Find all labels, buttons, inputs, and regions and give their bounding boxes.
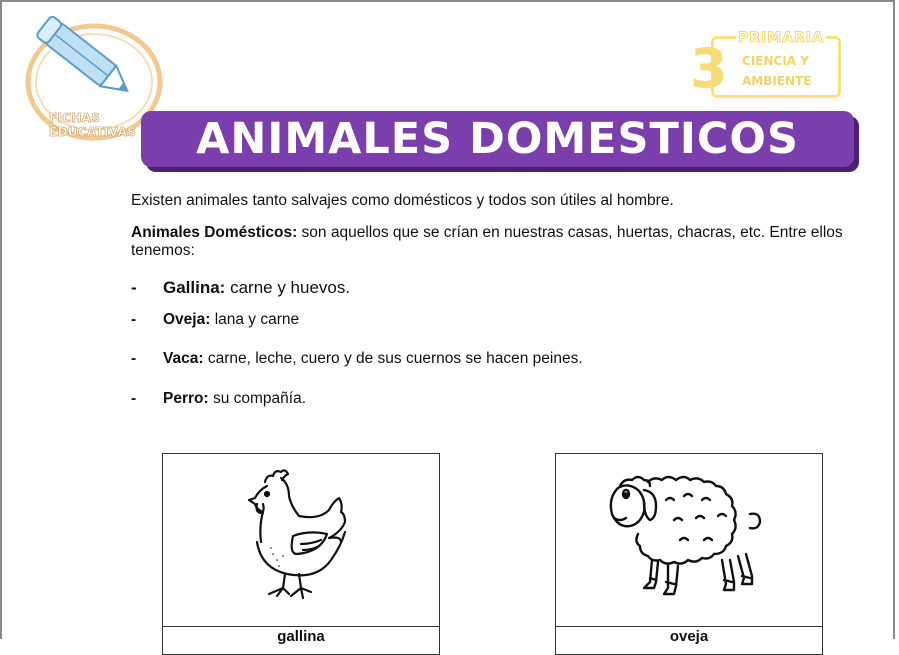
sheep-icon <box>604 460 774 610</box>
subject-line-1: CIENCIA Y <box>742 54 809 68</box>
subject-line-2: AMBIENTE <box>742 74 812 88</box>
definition-text: son aquellos que se crían en nuestras casas, huertas, chacras, etc. Entre ellos tenemos: <box>131 224 843 259</box>
animal-name: Vaca: <box>163 350 204 367</box>
animal-name: Gallina: <box>163 278 226 297</box>
list-bullet: - <box>131 278 137 297</box>
card-label: oveja <box>669 628 709 645</box>
grade-number: 3 <box>690 37 728 100</box>
list-bullet: - <box>131 390 137 407</box>
list-bullet: - <box>131 311 137 328</box>
card-divider <box>556 626 822 627</box>
level-label: PRIMARIA <box>738 30 824 46</box>
definition-paragraph <box>131 224 851 260</box>
logo-line-2: EDUCATIVAS <box>49 125 137 139</box>
intro-paragraph: Existen animales tanto salvajes como domésticos y todos son útiles al hombre. <box>131 192 674 209</box>
page-title: ANIMALES DOMESTICOS <box>196 114 799 164</box>
animal-use: carne y huevos. <box>225 278 351 297</box>
hen-icon <box>243 464 363 604</box>
title-banner <box>141 111 854 167</box>
list-bullet: - <box>131 350 137 367</box>
card-label: gallina <box>277 628 325 645</box>
definition-term: Animales Domésticos: <box>131 224 298 241</box>
animal-name: Oveja: <box>163 311 211 328</box>
grade-badge <box>690 28 850 106</box>
animal-use: carne, leche, cuero y de sus cuernos se hacen peines. <box>203 350 583 367</box>
sheep-card <box>555 453 823 655</box>
animal-name: Perro: <box>163 390 209 407</box>
hen-card <box>162 453 440 655</box>
animal-use: lana y carne <box>210 311 300 328</box>
logo-line-1: FICHAS <box>49 111 101 125</box>
card-divider <box>163 626 439 627</box>
animal-use: su compañía. <box>208 390 307 407</box>
